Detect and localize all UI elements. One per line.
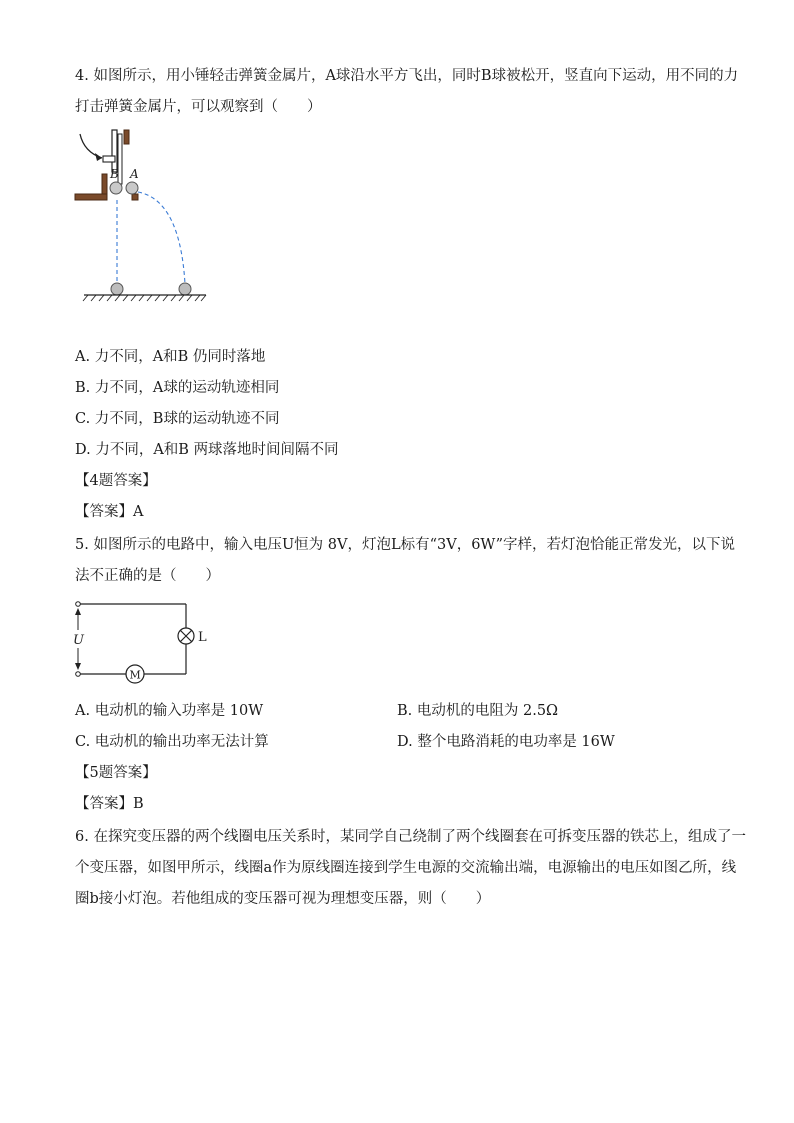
q5-stem-line1: 5. 如图所示的电路中，输入电压U恒为 8V，灯泡L标有“3V，6W”字样，若灯泡恰能正常发光，以下说 bbox=[75, 537, 736, 553]
q4-stem-line1: 4. 如图所示，用小锤轻击弹簧金属片，A球沿水平方飞出，同时B球被松开，竖直向下运动，用不同的力 bbox=[75, 68, 739, 84]
label-a: A bbox=[130, 167, 139, 181]
q4-answer-header: 【4题答案】 bbox=[75, 473, 157, 489]
swing-arrow-icon bbox=[80, 134, 102, 158]
q4-figure-projectile bbox=[72, 126, 212, 302]
ball-a bbox=[126, 182, 138, 194]
q6-stem-line3: 圈b接小灯泡。若他组成的变压器可视为理想变压器，则（ ） bbox=[75, 891, 491, 907]
q4-stem-line2: 打击弹簧金属片，可以观察到（ ） bbox=[75, 99, 322, 115]
label-b: B bbox=[110, 167, 119, 181]
q5-answer: 【答案】B bbox=[75, 796, 144, 812]
terminal-bottom bbox=[76, 672, 81, 677]
trajectory-a bbox=[138, 192, 185, 284]
q4-option-b: B. 力不同，A球的运动轨迹相同 bbox=[75, 380, 280, 396]
label-l: L bbox=[198, 630, 207, 645]
q5-option-c: C. 电动机的输出功率无法计算 bbox=[75, 734, 269, 750]
q5-option-d: D. 整个电路消耗的电功率是 16W bbox=[397, 734, 615, 750]
q4-option-c: C. 力不同，B球的运动轨迹不同 bbox=[75, 411, 280, 427]
label-u: U bbox=[73, 633, 84, 648]
q4-option-d: D. 力不同，A和B 两球落地时间间隔不同 bbox=[75, 442, 339, 458]
q5-stem-line2: 法不正确的是（ ） bbox=[75, 568, 220, 584]
q5-option-b: B. 电动机的电阻为 2.5Ω bbox=[397, 703, 559, 719]
q6-stem-line2: 个变压器，如图甲所示，线圈a作为原线圈连接到学生电源的交流输出端，电源输出的电压如图乙所，线 bbox=[75, 860, 737, 876]
ball-b bbox=[110, 182, 122, 194]
q6-stem-line1: 6. 在探究变压器的两个线圈电压关系时，某同学自己绕制了两个线圈套在可拆变压器的铁芯上，组成了一 bbox=[75, 829, 746, 845]
hammer-handle bbox=[112, 130, 117, 172]
hammer-head bbox=[103, 156, 115, 162]
q5-answer-header: 【5题答案】 bbox=[75, 765, 157, 781]
support-base-left bbox=[75, 194, 107, 200]
q5-figure-circuit bbox=[70, 598, 220, 690]
q4-option-a: A. 力不同，A和B 仍同时落地 bbox=[75, 349, 266, 365]
terminal-top bbox=[76, 602, 81, 607]
q5-option-a: A. 电动机的输入功率是 10W bbox=[75, 703, 264, 719]
label-m: M bbox=[129, 668, 141, 682]
q4-answer: 【答案】A bbox=[75, 504, 144, 520]
